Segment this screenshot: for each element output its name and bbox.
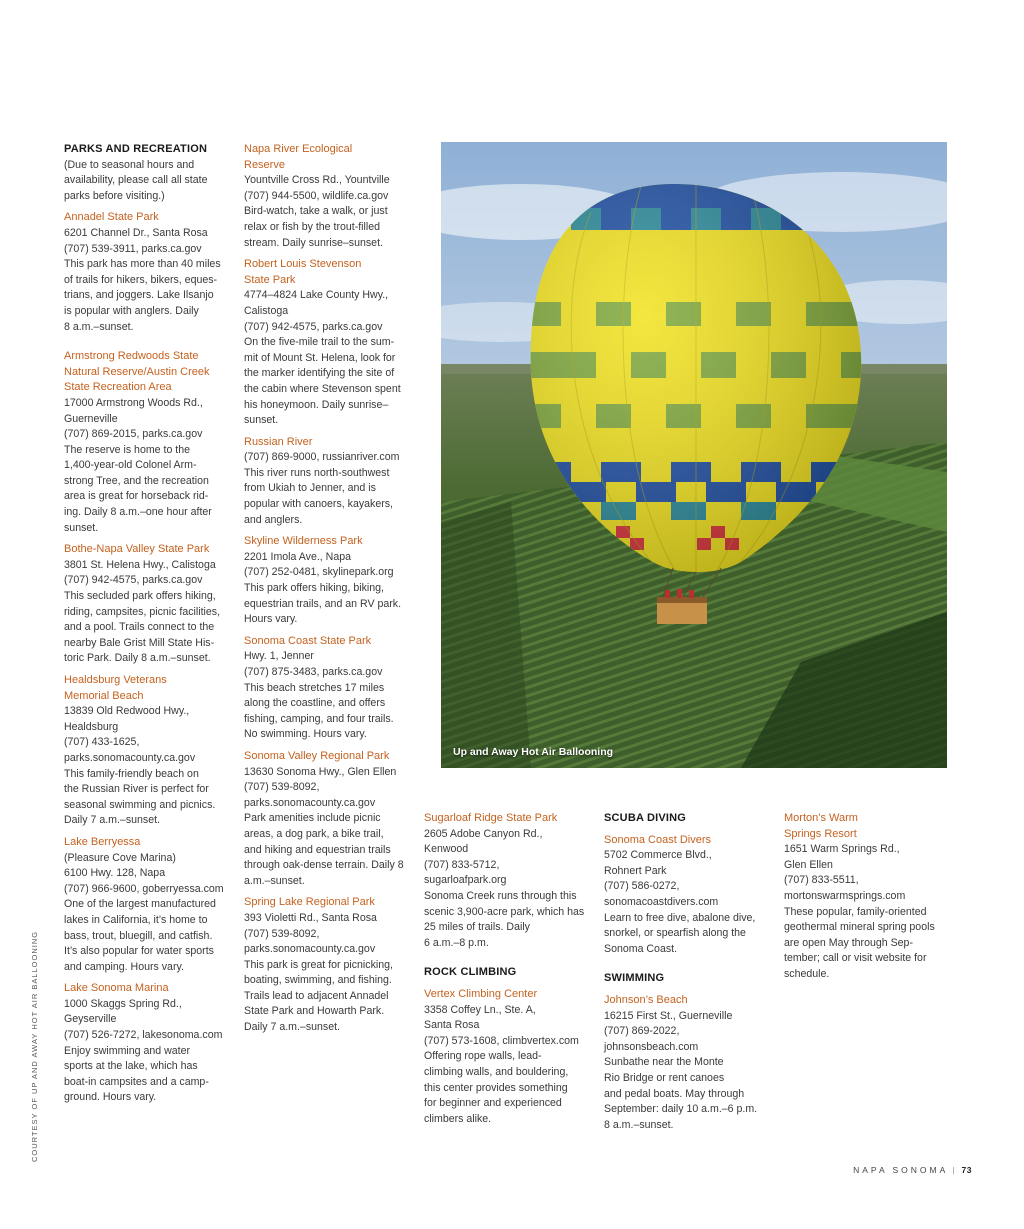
intro-line: parks before visiting.) [64, 189, 165, 202]
entry-line: area is great for horseback rid- [64, 490, 209, 503]
entry-line: 6 a.m.–8 p.m. [424, 936, 489, 949]
entry-spring-lake [244, 895, 416, 1035]
entry-line: This beach stretches 17 miles [244, 681, 385, 694]
entry-line: johnsonsbeach.com [604, 1040, 699, 1053]
column-2 [244, 142, 416, 1042]
entry-line: Geyserville [64, 1013, 117, 1026]
entry-sugarloaf [424, 811, 596, 951]
entry-line: snorkel, or spearfish along the [604, 927, 746, 940]
entry-robert-louis-stevenson [244, 257, 416, 429]
entry-line: 2605 Adobe Canyon Rd., [424, 827, 543, 840]
entry-name: Memorial Beach [64, 689, 144, 702]
entry-line: boating, swimming, and fishing. [244, 974, 392, 987]
page-folio [853, 1165, 972, 1175]
column-4 [604, 811, 776, 1139]
entry-line: seasonal swimming and picnics. [64, 798, 216, 811]
entry-line: Yountville Cross Rd., Yountville [244, 174, 390, 187]
entry-line: relax or fish by the trout-filled [244, 220, 381, 233]
entry-line: and anglers. [244, 513, 303, 526]
entry-line: Healdsburg [64, 720, 119, 733]
entry-name: Johnson’s Beach [604, 993, 688, 1006]
entry-line: this center provides something [424, 1081, 568, 1094]
entry-line: Rohnert Park [604, 864, 667, 877]
entry-line: (707) 833-5511, [784, 874, 859, 887]
entry-line: geothermal mineral spring pools [784, 921, 935, 934]
section-heading-swimming: SWIMMING [604, 972, 665, 985]
entry-line: and a pool. Trails connect to the [64, 621, 215, 634]
entry-line: 13630 Sonoma Hwy., Glen Ellen [244, 765, 397, 778]
intro-line: availability, please call all state [64, 174, 208, 187]
entry-healdsburg [64, 673, 234, 829]
entry-line: the marker identifying the site of [244, 367, 395, 380]
entry-line: 6201 Channel Dr., Santa Rosa [64, 226, 208, 239]
entry-line: equestrian trails, and an RV park. [244, 597, 402, 610]
entry-name: Sonoma Valley Regional Park [244, 749, 390, 762]
entry-line: Glen Ellen [784, 858, 833, 871]
entry-name: State Park [244, 273, 296, 286]
entry-line: ing. Daily 8 a.m.–one hour after [64, 506, 212, 519]
entry-line: Bird-watch, take a walk, or just [244, 205, 388, 218]
entry-line: nearby Bale Grist Mill State His- [64, 636, 215, 649]
entry-line: (707) 869-2015, parks.ca.gov [64, 428, 203, 441]
entry-line: Santa Rosa [424, 1019, 480, 1032]
entry-name: Sugarloaf Ridge State Park [424, 812, 558, 824]
entry-line: 17000 Armstrong Woods Rd., [64, 396, 203, 409]
entry-name: Healdsburg Veterans [64, 674, 167, 686]
entry-line: toric Park. Daily 8 a.m.–sunset. [64, 652, 211, 665]
entry-annadel [64, 210, 234, 335]
entry-name: Vertex Climbing Center [424, 987, 538, 1000]
entry-line: bass, trout, bluegill, and catfish. [64, 929, 213, 942]
entry-line: mortonswarmsprings.com [784, 889, 906, 902]
entry-line: Sunbathe near the Monte [604, 1056, 724, 1069]
section-heading-rock-climbing: ROCK CLIMBING [424, 966, 517, 979]
entry-line: Learn to free dive, abalone dive, [604, 911, 756, 924]
entry-line: areas, a dog park, a bike trail, [244, 827, 384, 840]
entry-line: 3358 Coffey Ln., Ste. A, [424, 1003, 536, 1016]
entry-johnsons-beach [604, 993, 776, 1133]
entry-line: parks.sonomacounty.ca.gov [244, 943, 376, 956]
entry-line: his honeymoon. Daily sunrise– [244, 398, 389, 411]
entry-armstrong [64, 349, 234, 536]
entry-line: sports at the lake, which has [64, 1060, 198, 1073]
entry-line: sunset. [64, 521, 99, 534]
entry-line: (707) 539-8092, [244, 927, 320, 940]
entry-line: Kenwood [424, 843, 469, 856]
entry-sonoma-valley [244, 749, 416, 889]
entry-name: Bothe-Napa Valley State Park [64, 543, 210, 556]
entry-line: This river runs north-southwest [244, 466, 390, 479]
entry-line: Sonoma Creek runs through this [424, 889, 577, 902]
intro-line: (Due to seasonal hours and [64, 158, 195, 171]
entry-line: (707) 573-1608, climbvertex.com [424, 1034, 579, 1047]
entry-line: boat-in campsites and a camp- [64, 1075, 209, 1088]
entry-line: ground. Hours vary. [64, 1091, 157, 1104]
entry-line: stream. Daily sunrise–sunset. [244, 236, 383, 249]
entry-line: (707) 526-7272, lakesonoma.com [64, 1029, 223, 1042]
entry-line: sunset. [244, 414, 279, 427]
entry-line: (707) 539-8092, [244, 781, 320, 794]
entry-line: (707) 869-9000, russianriver.com [244, 451, 400, 464]
entry-line: Calistoga [244, 304, 289, 317]
entry-line: fishing, camping, and four trails. [244, 712, 394, 725]
entry-line: is popular with anglers. Daily [64, 304, 199, 317]
entry-line: along the coastline, and offers [244, 697, 386, 710]
entry-line: a.m.–sunset. [244, 874, 305, 887]
entry-line: climbing walls, and bouldering, [424, 1065, 569, 1078]
intro-note [64, 158, 234, 205]
entry-name: Napa River Ecological [244, 143, 353, 155]
entry-line: and camping. Hours vary. [64, 960, 184, 973]
entry-line: 6100 Hwy. 128, Napa [64, 867, 166, 880]
entry-line: Enjoy swimming and water [64, 1044, 190, 1057]
entry-name: Sonoma Coast State Park [244, 634, 372, 647]
entry-line: riding, campsites, picnic facilities, [64, 605, 221, 618]
entry-name: Russian River [244, 435, 313, 448]
entry-bothe [64, 542, 234, 667]
entry-line: This secluded park offers hiking, [64, 590, 216, 603]
entry-line: lakes in California, it’s home to [64, 913, 208, 926]
entry-line: Sonoma Coast. [604, 942, 678, 955]
entry-line: (707) 586-0272, [604, 880, 680, 893]
entry-line: (707) 966-9600, goberryessa.com [64, 882, 224, 895]
entry-line: from Ukiah to Jenner, and is [244, 482, 376, 495]
entry-name: State Recreation Area [64, 381, 172, 394]
entry-line: (707) 433-1625, [64, 736, 140, 749]
entry-vertex [424, 987, 596, 1127]
entry-napa-river [244, 142, 416, 251]
entry-line: This family-friendly beach on [64, 767, 199, 780]
column-5 [784, 811, 956, 989]
entry-name: Lake Berryessa [64, 835, 141, 848]
entry-line: No swimming. Hours vary. [244, 728, 367, 741]
entry-line: It’s also popular for water sports [64, 945, 214, 958]
entry-line: 8 a.m.–sunset. [604, 1118, 674, 1131]
entry-line: 16215 First St., Guerneville [604, 1009, 733, 1022]
entry-line: of trails for hikers, bikers, eques- [64, 273, 218, 286]
entry-sonoma-coast [244, 634, 416, 743]
hot-air-balloon-photo [441, 142, 947, 768]
entry-line: are open May through Sep- [784, 936, 913, 949]
entry-line: scenic 3,900-acre park, which has [424, 905, 585, 918]
entry-line: 25 miles of trails. Daily [424, 921, 530, 934]
entry-line: State Park and Howarth Park. [244, 1005, 385, 1018]
entry-line: (707) 944-5500, wildlife.ca.gov [244, 189, 389, 202]
entry-line: 1651 Warm Springs Rd., [784, 843, 900, 856]
entry-line: 3801 St. Helena Hwy., Calistoga [64, 558, 216, 571]
entry-line: 1000 Skaggs Spring Rd., [64, 997, 182, 1010]
entry-line: 2201 Imola Ave., Napa [244, 550, 351, 563]
entry-line: strong Tree, and the recreation [64, 474, 209, 487]
entry-line: The reserve is home to the [64, 443, 191, 456]
entry-line: (707) 942-4575, parks.ca.gov [64, 574, 203, 587]
entry-line: parks.sonomacounty.ca.gov [244, 796, 376, 809]
entry-line: tember; call or visit website for [784, 952, 927, 965]
entry-sonoma-coast-divers [604, 833, 776, 958]
entry-name: Robert Louis Stevenson [244, 258, 362, 271]
balloon-illustration [441, 142, 947, 768]
entry-line: This park offers hiking, biking, [244, 582, 384, 595]
entry-line: mit of Mount St. Helena, look for [244, 351, 396, 364]
entry-line: (Pleasure Cove Marina) [64, 851, 176, 864]
entry-line: (707) 252-0481, skylinepark.org [244, 566, 394, 579]
section-heading-scuba-diving: SCUBA DIVING [604, 812, 687, 824]
section-heading-parks: PARKS AND RECREATION [64, 143, 208, 155]
entry-line: 5702 Commerce Blvd., [604, 849, 712, 862]
column-1 [64, 142, 234, 1112]
entry-line: This park has more than 40 miles [64, 258, 221, 271]
entry-name: Morton’s Warm [784, 812, 858, 824]
entry-line: trians, and joggers. Lake Ilsanjo [64, 289, 214, 302]
entry-line: and hiking and equestrian trails [244, 843, 391, 856]
entry-line: parks.sonomacounty.ca.gov [64, 751, 196, 764]
entry-line: through oak-dense terrain. Daily 8 [244, 859, 404, 872]
entry-lake-sonoma [64, 981, 234, 1106]
entry-line: Daily 7 a.m.–sunset. [64, 814, 160, 827]
entry-line: One of the largest manufactured [64, 898, 216, 911]
entry-name: Armstrong Redwoods State [64, 350, 199, 363]
entry-line: Park amenities include picnic [244, 812, 381, 825]
column-3 [424, 811, 596, 1133]
entry-line: (707) 869-2022, [604, 1025, 680, 1038]
entry-line: Daily 7 a.m.–sunset. [244, 1021, 340, 1034]
entry-line: Trails lead to adjacent Annadel [244, 989, 389, 1002]
entry-name: Lake Sonoma Marina [64, 982, 169, 995]
entry-line: climbers alike. [424, 1112, 492, 1125]
entry-line: Guerneville [64, 412, 118, 425]
entry-name: Reserve [244, 158, 285, 171]
entry-line: Hours vary. [244, 613, 298, 626]
entry-line: sonomacoastdivers.com [604, 895, 719, 908]
page-number: 73 [961, 1165, 972, 1175]
entry-mortons-warm-springs [784, 811, 956, 983]
entry-line: Hwy. 1, Jenner [244, 650, 314, 663]
entry-line: popular with canoers, kayakers, [244, 498, 393, 511]
entry-name: Natural Reserve/Austin Creek [64, 365, 210, 378]
entry-line: sugarloafpark.org [424, 874, 507, 887]
entry-name: Springs Resort [784, 827, 857, 840]
entry-line: 8 a.m.–sunset. [64, 320, 134, 333]
entry-line: Offering rope walls, lead- [424, 1050, 542, 1063]
entry-russian-river [244, 435, 416, 529]
entry-name: Annadel State Park [64, 211, 159, 224]
photo-caption: Up and Away Hot Air Ballooning [453, 746, 614, 758]
entry-line: Rio Bridge or rent canoes [604, 1071, 725, 1084]
entry-line: (707) 833-5712, [424, 858, 500, 871]
entry-name: Skyline Wilderness Park [244, 535, 363, 548]
entry-line: (707) 942-4575, parks.ca.gov [244, 320, 383, 333]
entry-name: Sonoma Coast Divers [604, 833, 711, 846]
entry-line: 393 Violetti Rd., Santa Rosa [244, 911, 377, 924]
photo-credit: COURTESY OF UP AND AWAY HOT AIR BALLOONING [30, 930, 39, 1162]
entry-line: 4774–4824 Lake County Hwy., [244, 289, 389, 302]
entry-line: schedule. [784, 967, 830, 980]
entry-line: for beginner and experienced [424, 1097, 562, 1110]
folio-separator: | [952, 1165, 958, 1175]
entry-line: These popular, family-oriented [784, 905, 927, 918]
entry-line: 13839 Old Redwood Hwy., [64, 705, 190, 718]
entry-line: and pedal boats. May through [604, 1087, 745, 1100]
publication-name: NAPA SONOMA [853, 1165, 949, 1175]
entry-line: September: daily 10 a.m.–6 p.m. [604, 1103, 758, 1116]
entry-line: (707) 539-3911, parks.ca.gov [64, 242, 202, 255]
entry-name: Spring Lake Regional Park [244, 896, 375, 909]
entry-line: the Russian River is perfect for [64, 783, 209, 796]
entry-line: 1,400-year-old Colonel Arm- [64, 459, 197, 472]
entry-line: (707) 875-3483, parks.ca.gov [244, 666, 383, 678]
entry-lake-berryessa [64, 835, 234, 975]
entry-line: This park is great for picnicking, [244, 958, 393, 971]
entry-skyline [244, 534, 416, 628]
entry-line: the cabin where Stevenson spent [244, 382, 401, 395]
entry-line: On the five-mile trail to the sum- [244, 336, 395, 349]
